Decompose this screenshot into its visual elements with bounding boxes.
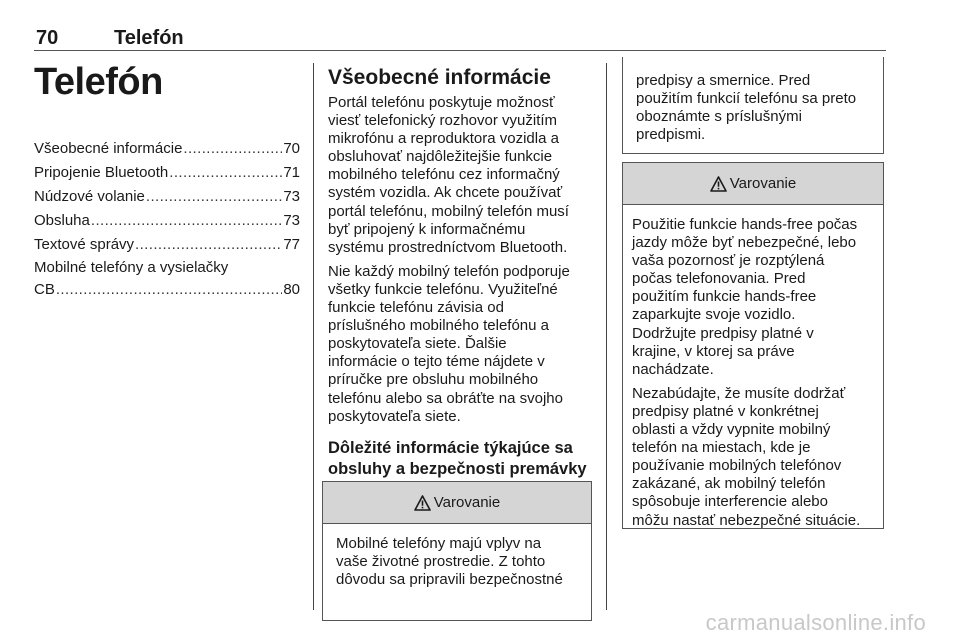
toc-page: 70 <box>283 140 300 157</box>
toc-label: Všeobecné informácie <box>34 140 183 157</box>
toc-page: 77 <box>283 236 300 253</box>
toc-entry[interactable] <box>34 137 300 161</box>
toc-entry[interactable] <box>34 257 300 303</box>
column-divider <box>313 63 314 610</box>
warning-title: Varovanie <box>433 494 501 511</box>
toc-label: CB <box>34 281 55 298</box>
toc-entry[interactable] <box>34 161 300 185</box>
running-header: Telefón <box>114 27 184 49</box>
toc-label: Núdzové volanie <box>34 188 145 205</box>
toc-label: Mobilné telefóny a vysielačky <box>34 259 229 276</box>
warning-continuation: predpisy a smernice. Pred použitím funkcií telefónu sa preto oboznámte s príslušnými predpismi. <box>622 57 884 154</box>
toc-page: 71 <box>283 164 300 181</box>
warning-triangle-icon <box>710 176 727 192</box>
toc-label: Textové správy <box>34 236 135 253</box>
header-rule <box>34 50 886 51</box>
toc-leader <box>169 161 282 185</box>
warning-header <box>623 163 883 205</box>
watermark: carmanualsonline.info <box>705 610 926 635</box>
warning-triangle-icon <box>414 495 431 511</box>
paragraph: Portál telefónu poskytuje možnosť viesť telefonický rozhovor využitím mikrofónu a reproduktora vozidla a obsluhovať najdôležitejšie funkcie mobilného telefónu cez informačný systém vozidla. Ak chcete používať portál telefónu, mobilný telefón musí byť pripojený k informačnému systému prostredníctvom Bluetooth. <box>328 94 569 256</box>
warning-header <box>323 482 591 524</box>
toc-leader <box>91 209 282 233</box>
toc-label: Obsluha <box>34 212 90 229</box>
warning-box <box>622 162 884 529</box>
toc-page: 73 <box>283 188 300 205</box>
table-of-contents <box>34 137 300 303</box>
toc-entry[interactable] <box>34 185 300 209</box>
toc-entry[interactable] <box>34 209 300 233</box>
chapter-column <box>34 58 300 303</box>
toc-page: 80 <box>283 281 300 298</box>
section-heading: Všeobecné informácie <box>328 66 551 89</box>
warning-text: Použitie funkcie hands-free počas jazdy môže byť nebezpečné, lebo vaša pozornosť je rozptýlená počas telefonovania. Pred použitím funkcie hands-free zaparkujte svoje vozidlo. Dodržujte predpisy platné v krajine, v ktorej sa práve nachádzate. Nezabúdajte, že musíte dodržať predpisy platné v konkrétnej oblasti a vždy vypnite mobilný telefón na miestach, kde je používanie mobilných telefónov zakázané, ak mobilný telefón spôsobuje interferencie alebo môžu nastať nebezpečné situácie. <box>632 216 861 529</box>
toc-leader <box>56 279 282 303</box>
column-divider <box>606 63 607 610</box>
toc-entry[interactable] <box>34 233 300 257</box>
toc-leader <box>183 137 282 161</box>
warning-box <box>322 481 592 621</box>
warning-title: Varovanie <box>729 175 797 192</box>
paragraph: Nie každý mobilný telefón podporuje všetky funkcie telefónu. Využiteľné funkcie telefónu závisia od príslušného mobilného telefónu a poskytovateľa siete. Ďalšie informácie o tejto téme nájdete v príručke pre obsluhu mobilného telefónu alebo sa obráťte na svojho poskytovateľa siete. <box>328 262 570 425</box>
subsection-heading: Dôležité informácie týkajúce sa obsluhy a bezpečnosti premávky <box>328 438 587 478</box>
chapter-title: Telefón <box>34 61 163 103</box>
toc-leader <box>146 185 282 209</box>
page-number: 70 <box>36 27 59 49</box>
toc-leader <box>135 233 282 257</box>
toc-page: 73 <box>283 212 300 229</box>
toc-label: Pripojenie Bluetooth <box>34 164 169 181</box>
body-column <box>328 64 590 480</box>
warning-text: Mobilné telefóny majú vplyv na vaše životné prostredie. Z tohto dôvodu sa pripravili bezpečnostné <box>336 535 563 589</box>
